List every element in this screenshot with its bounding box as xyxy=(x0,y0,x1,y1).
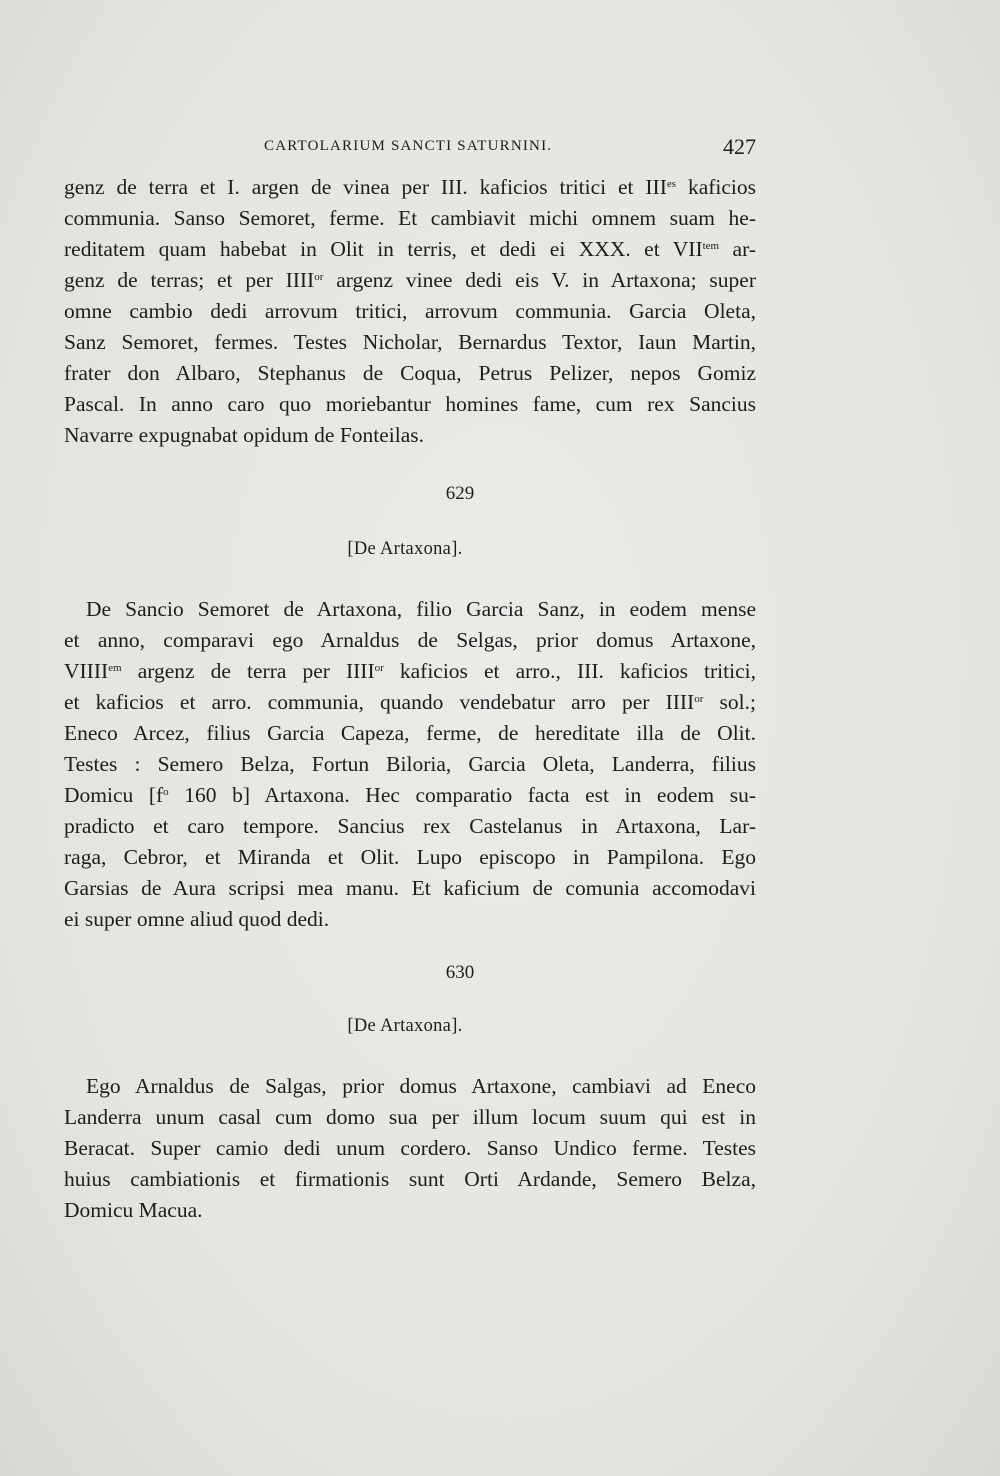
text-line: Landerra unum casal cum domo sua per illum locum suum qui est in xyxy=(64,1105,756,1129)
text-line: Testes : Semero Belza, Fortun Biloria, Garcia Oleta, Landerra, filius xyxy=(64,752,756,776)
text-line: pradicto et caro tempore. Sancius rex Castelanus in Artaxona, Lar- xyxy=(64,814,756,838)
text-line: Navarre expugnabat opidum de Fonteilas. xyxy=(64,423,425,447)
text-line: Sanz Semoret, fermes. Testes Nicholar, Bernardus Textor, Iaun Martin, xyxy=(64,330,756,354)
text-line: frater don Albaro, Stephanus de Coqua, Petrus Pelizer, nepos Gomiz xyxy=(64,361,756,385)
text-line: Domicu Macua. xyxy=(64,1198,203,1222)
text-line: Domicu [$f^o$ 160 b] Artaxona. Hec comparatio facta est in eodem su- xyxy=(64,783,756,807)
text-line: genz de terras; et per $IIII^{or}$ argenz vinee dedi eis V. in Artaxona; super xyxy=(64,268,756,292)
text-line: et kaficios et arro. communia, quando vendebatur arro per $IIII^{or}$ sol.; xyxy=(64,690,756,714)
text-line: reditatem quam habebat in Olit in terris, et dedi ei XXX. et $VII^{tem}$ ar- xyxy=(64,237,756,261)
continued-charter-text xyxy=(64,172,756,451)
text-line: et anno, comparavi ego Arnaldus de Selgas, prior domus Artaxone, xyxy=(64,628,756,652)
running-head: CARTOLARIUM SANCTI SATURNINI. xyxy=(264,138,553,154)
page-number: 427 xyxy=(723,134,756,159)
text-line: omne cambio dedi arrovum tritici, arrovum communia. Garcia Oleta, xyxy=(64,299,756,323)
page-header xyxy=(64,136,756,166)
text-line: huius cambiationis et firmationis sunt Orti Ardande, Semero Belza, xyxy=(64,1167,756,1191)
text-line: raga, Cebror, et Miranda et Olit. Lupo episcopo in Pampilona. Ego xyxy=(64,845,756,869)
charter-number-629: 629 xyxy=(445,483,475,504)
text-line: $VIIII^{em}$ argenz de terra per $IIII^{or}$ kaficios et arro., III. kaficios tritici, xyxy=(64,659,756,683)
text-line: Eneco Arcez, filius Garcia Capeza, ferme, de hereditate illa de Olit. xyxy=(64,721,756,745)
charter-629-text xyxy=(64,594,756,935)
text-line: Beracat. Super camio dedi unum cordero. Sanso Undico ferme. Testes xyxy=(64,1136,756,1160)
charter-title-629: [De Artaxona]. xyxy=(347,539,463,559)
charter-number-630: 630 xyxy=(445,962,475,983)
text-line: Pascal. In anno caro quo moriebantur homines fame, cum rex Sancius xyxy=(64,392,756,416)
text-line: Garsias de Aura scripsi mea manu. Et kaficium de comunia accomodavi xyxy=(64,876,756,900)
text-line: De Sancio Semoret de Artaxona, filio Garcia Sanz, in eodem mense xyxy=(86,597,756,621)
charter-title-630: [De Artaxona]. xyxy=(347,1016,463,1036)
charter-630-text xyxy=(64,1071,756,1226)
text-line: Ego Arnaldus de Salgas, prior domus Artaxone, cambiavi ad Eneco xyxy=(86,1074,756,1098)
text-line: ei super omne aliud quod dedi. xyxy=(64,907,330,931)
text-line: genz de terra et I. argen de vinea per III. kaficios tritici et $III^{es}$ kaficios xyxy=(64,175,757,199)
text-line: communia. Sanso Semoret, ferme. Et cambiavit michi omnem suam he- xyxy=(64,206,756,230)
